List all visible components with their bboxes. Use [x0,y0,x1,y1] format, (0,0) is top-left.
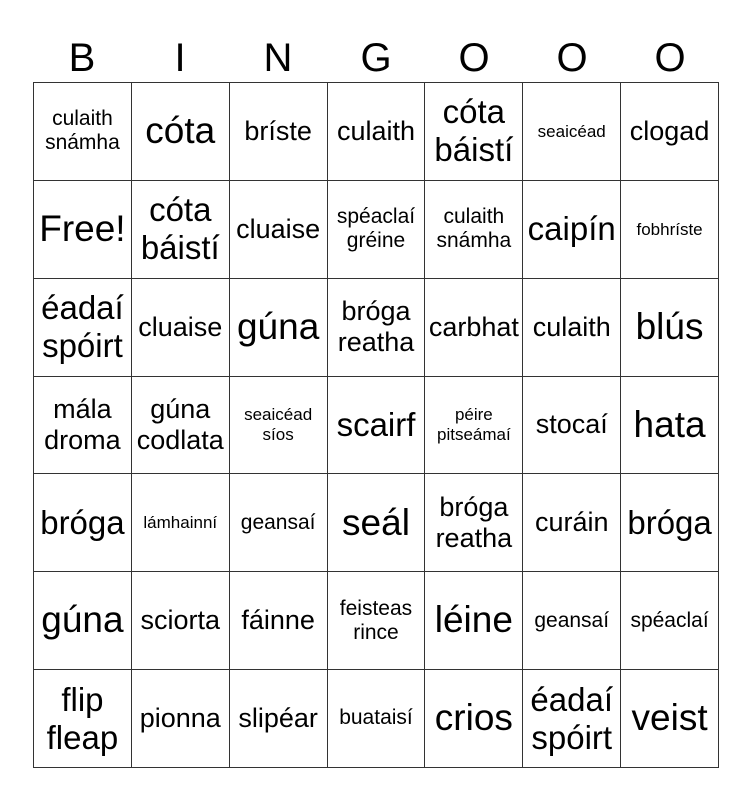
bingo-cell: seál [328,474,426,572]
bingo-cell: slipéar [230,670,328,768]
bingo-cell: crios [425,670,523,768]
bingo-cell: lámhainní [132,474,230,572]
bingo-cell: éadaí spóirt [523,670,621,768]
bingo-cell: pionna [132,670,230,768]
bingo-header [33,34,719,82]
bingo-cell: bríste [230,83,328,181]
bingo-cell: seaicéad [523,83,621,181]
bingo-cell: fáinne [230,572,328,670]
bingo-cell: curáin [523,474,621,572]
bingo-cell: cóta báistí [425,83,523,181]
bingo-cell: bróga reatha [425,474,523,572]
bingo-cell: seaicéad síos [230,377,328,475]
bingo-cell: fobhríste [621,181,719,279]
bingo-cell: sciorta [132,572,230,670]
bingo-cell: spéaclaí [621,572,719,670]
bingo-cell: culaith [523,279,621,377]
bingo-cell: buataisí [328,670,426,768]
bingo-cell: geansaí [230,474,328,572]
bingo-cell: éadaí spóirt [34,279,132,377]
header-letter-3: N [263,36,293,80]
bingo-cell: bróga [34,474,132,572]
bingo-cell: culaith snámha [34,83,132,181]
header-letter-1: B [68,36,96,80]
bingo-cell: léine [425,572,523,670]
bingo-cell: carbhat [425,279,523,377]
bingo-cell: clogad [621,83,719,181]
bingo-cell: cóta báistí [132,181,230,279]
bingo-cell: cóta [132,83,230,181]
bingo-free-cell: Free! [34,181,132,279]
bingo-cell: blús [621,279,719,377]
header-letter-4: G [360,36,392,80]
bingo-cell: bróga [621,474,719,572]
bingo-cell: mála droma [34,377,132,475]
bingo-cell: culaith [328,83,426,181]
bingo-cell: caipín [523,181,621,279]
bingo-cell: scairf [328,377,426,475]
bingo-card-grid [33,82,719,768]
bingo-cell: péire pitseámaí [425,377,523,475]
header-letter-5: O [458,36,490,80]
bingo-cell: cluaise [132,279,230,377]
bingo-cell: gúna [230,279,328,377]
bingo-cell: flip fleap [34,670,132,768]
bingo-cell: hata [621,377,719,475]
bingo-cell: spéaclaí gréine [328,181,426,279]
bingo-cell: feisteas rince [328,572,426,670]
bingo-cell: gúna [34,572,132,670]
header-letter-7: O [654,36,686,80]
bingo-cell: veist [621,670,719,768]
bingo-cell: culaith snámha [425,181,523,279]
bingo-cell: bróga reatha [328,279,426,377]
bingo-cell: geansaí [523,572,621,670]
header-letter-2: I [174,36,186,80]
header-letter-6: O [556,36,588,80]
bingo-cell: stocaí [523,377,621,475]
bingo-cell: cluaise [230,181,328,279]
bingo-cell: gúna codlata [132,377,230,475]
